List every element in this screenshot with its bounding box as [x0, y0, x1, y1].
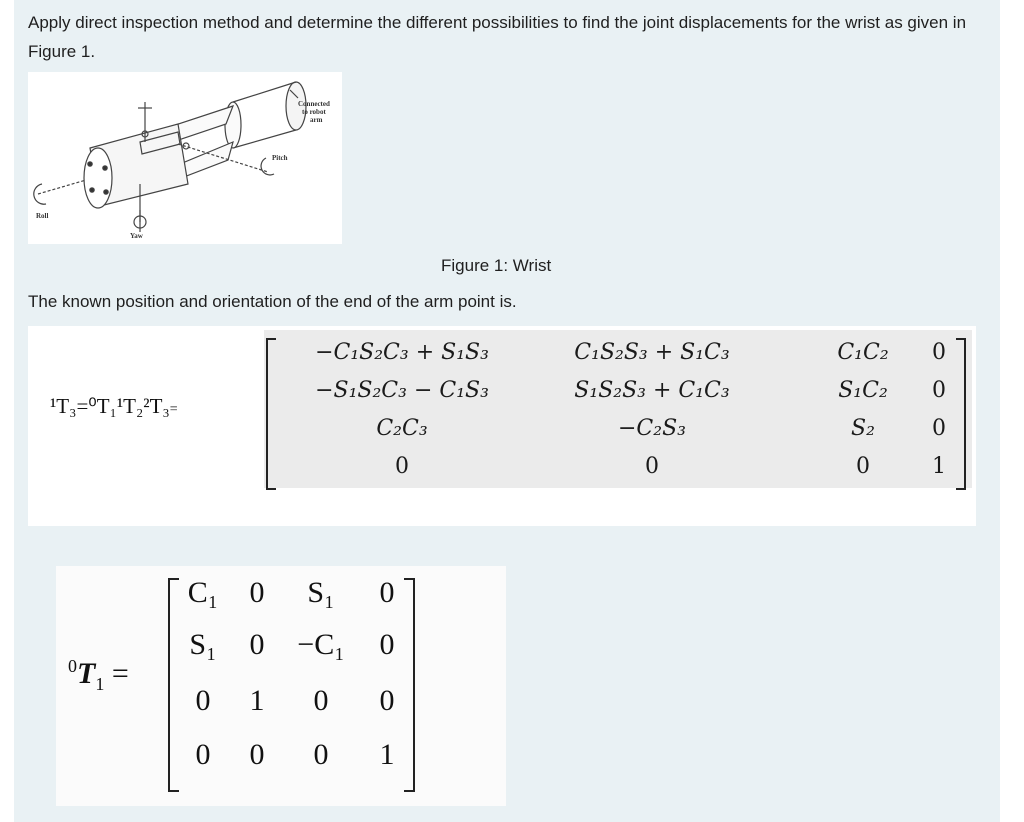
- t01-cell-r3c1: 0: [249, 738, 265, 771]
- known-position-text: The known position and orientation of the end of the arm point is.: [28, 292, 517, 311]
- t01-cell-r2c2: 0: [313, 684, 329, 717]
- matrix-cell-r3c2: 0: [856, 454, 870, 479]
- matrix-cell-r0c2: C₁C₂: [837, 340, 889, 365]
- transform-equation: [28, 326, 976, 526]
- matrix-cell-r2c0: C₂C₃: [376, 416, 428, 441]
- t01-cell-r0c0: C₁: [187, 576, 219, 609]
- t01-cell-r0c1: 0: [249, 576, 265, 609]
- matrix-cell-r2c2: S₂: [851, 416, 875, 441]
- matrix-right-bracket: [956, 338, 966, 490]
- t01-cell-r3c2: 0: [313, 738, 329, 771]
- t01-cell-r1c1: 0: [249, 628, 265, 661]
- matrix-cell-r0c1: C₁S₂S₃ + S₁C₃: [574, 340, 730, 365]
- figure-caption: Figure 1: Wrist: [441, 256, 552, 275]
- t01-cell-r2c1: 1: [249, 684, 265, 717]
- label-to-robot: to robot: [302, 108, 326, 116]
- t01-symbol: T: [77, 657, 96, 690]
- matrix-cell-r3c3: 1: [932, 454, 946, 479]
- t01-cell-r3c0: 0: [195, 738, 211, 771]
- transform-matrix: [264, 330, 972, 488]
- t01-cell-r0c3: 0: [379, 576, 395, 609]
- t01-cell-r1c3: 0: [379, 628, 395, 661]
- t01-equals: =: [111, 657, 129, 690]
- wrist-figure: [28, 72, 342, 244]
- matrix-cell-r3c0: 0: [395, 454, 409, 479]
- matrix-cell-r2c1: −C₂S₃: [618, 416, 686, 441]
- matrix-cell-r1c0: −S₁S₂C₃ − C₁S₃: [315, 378, 489, 403]
- wrist-diagram: [28, 72, 342, 244]
- label-yaw: Yaw: [130, 232, 143, 240]
- matrix-cell-r2c3: 0: [932, 416, 946, 441]
- question-text: Apply direct inspection method and determine the different possibilities to find the joint displacements for the wrist as given in Figure 1.: [28, 13, 967, 61]
- matrix-cell-r0c0: −C₁S₂C₃ + S₁S₃: [315, 340, 489, 365]
- t01-matrix-image: [56, 566, 506, 806]
- matrix-cell-r0c3: 0: [932, 340, 946, 365]
- equation-lhs-text: ¹T₃=⁰T₁¹T₂²T₃: [50, 394, 170, 418]
- matrix-cell-r1c3: 0: [932, 378, 946, 403]
- matrix-left-bracket: [266, 338, 276, 490]
- matrix-cell-r1c2: S₁C₂: [838, 378, 888, 403]
- label-pitch: Pitch: [272, 154, 288, 162]
- t01-cell-r3c3: 1: [379, 738, 395, 771]
- matrix-cell-r1c1: S₁S₂S₃ + C₁C₃: [574, 378, 730, 403]
- equation-lhs: [50, 394, 178, 419]
- label-connected: Connected: [298, 100, 330, 108]
- label-roll: Roll: [36, 212, 49, 220]
- matrix-cell-r3c1: 0: [645, 454, 659, 479]
- label-arm: arm: [310, 116, 323, 124]
- t01-cell-r1c2: −C₁: [297, 628, 345, 661]
- t01-sub: 1: [95, 674, 105, 694]
- t01-cell-r0c2: S₁: [307, 576, 335, 609]
- t01-cell-r2c0: 0: [195, 684, 211, 717]
- t01-cell-r1c0: S₁: [189, 628, 217, 661]
- equation-equals: =: [169, 402, 178, 417]
- t01-label: [68, 656, 129, 695]
- t01-cell-r2c3: 0: [379, 684, 395, 717]
- t01-prefix: 0: [68, 656, 77, 676]
